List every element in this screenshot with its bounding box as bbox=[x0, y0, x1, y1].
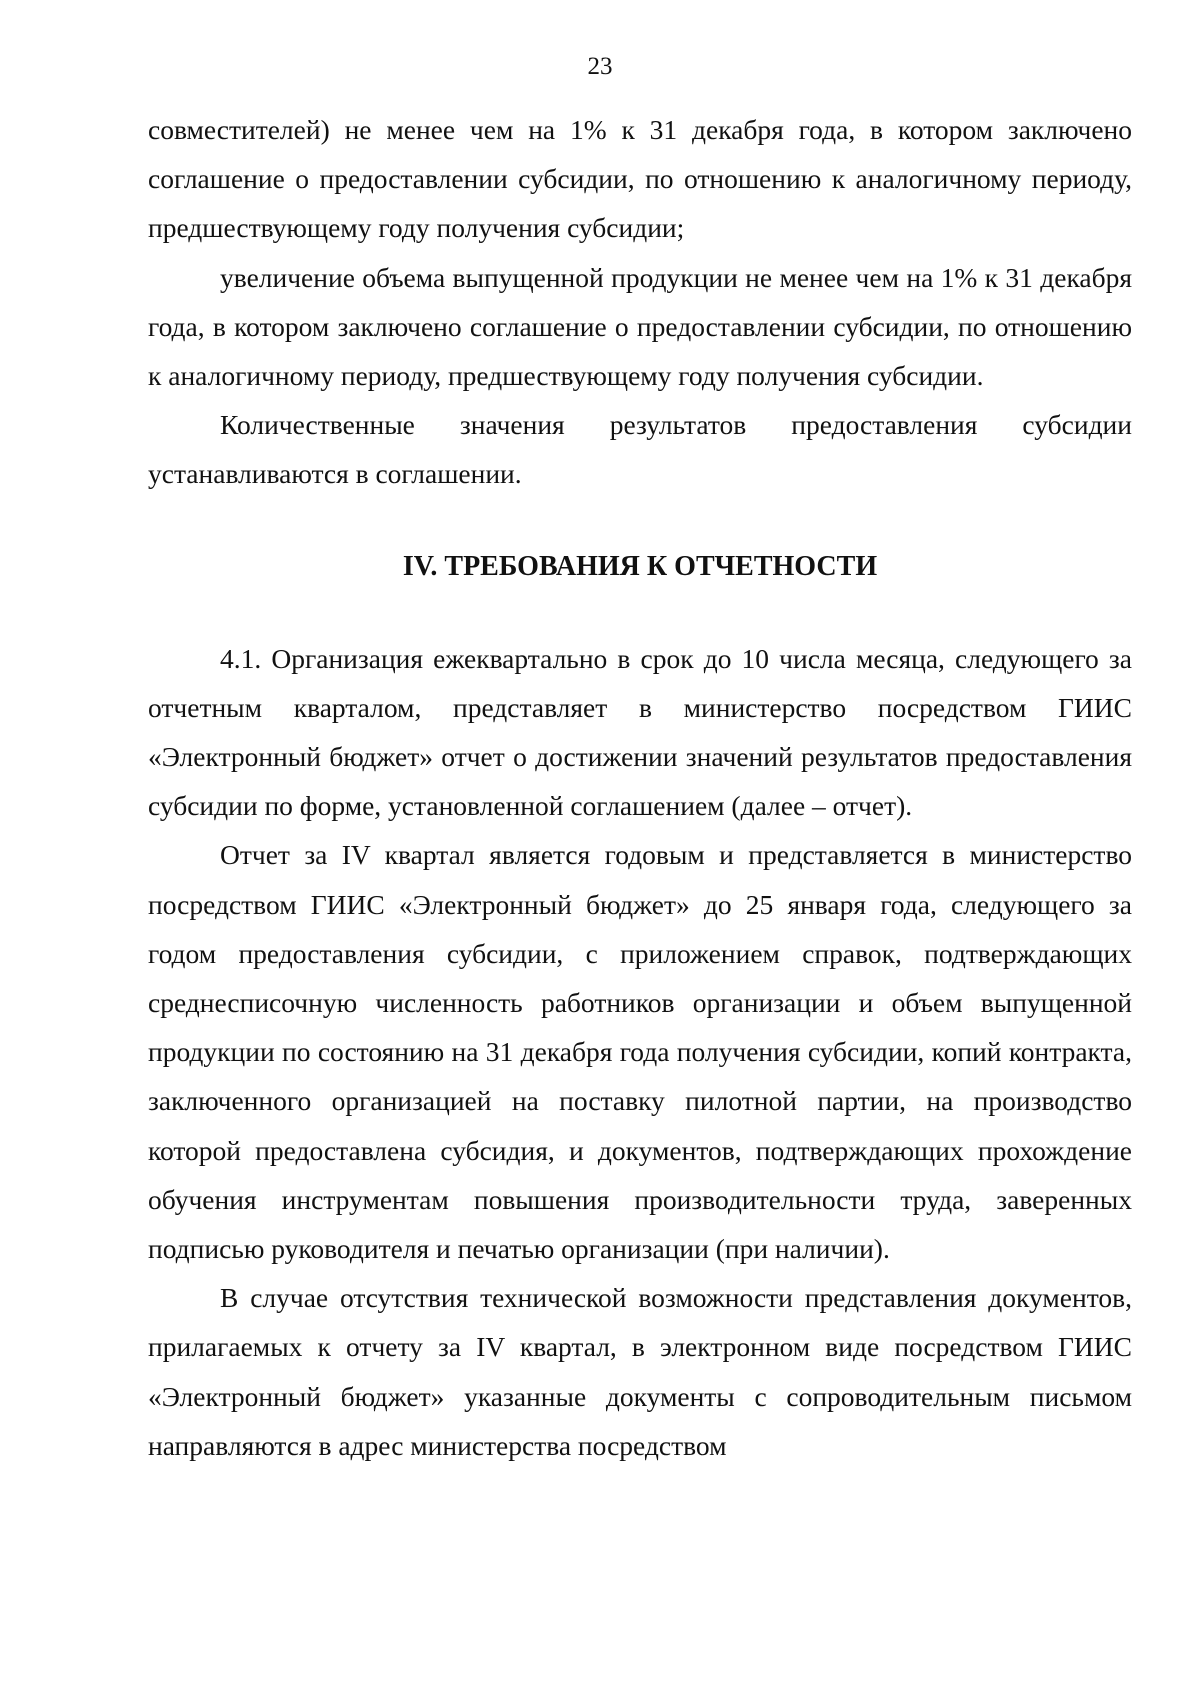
paragraph-4-1: 4.1. Организация ежеквартально в срок до 10 числа месяца, следующего за отчетным кварталом, представляет в министерство посредством ГИИС «Электронный бюджет» отчет о достижении значений результатов предоставления субсидии по форме, установленной соглашением (далее – отчет). bbox=[148, 642, 1132, 822]
paragraph-continuation: совместителей) не менее чем на 1% к 31 декабря года, в котором заключено соглашение о предоставлении субсидии, по отношению к аналогичному периоду, предшествующему году получения субсидии; bbox=[148, 114, 1132, 244]
section-heading: IV. ТРЕБОВАНИЯ К ОТЧЕТНОСТИ bbox=[402, 550, 878, 582]
paragraph-quantitative-values: Количественные значения результатов предоставления субсидии устанавливаются в соглашении. bbox=[148, 409, 1132, 490]
paragraph-output-increase: увеличение объема выпущенной продукции не менее чем на 1% к 31 декабря года, в котором заключено соглашение о предоставлении субсидии, по отношению к аналогичному периоду, предшествующему году получения субсидии. bbox=[148, 261, 1132, 392]
paragraph-no-technical-possibility: В случае отсутствия технической возможности представления документов, прилагаемых к отчету за IV квартал, в электронном виде посредством ГИИС «Электронный бюджет» указанные документы с сопроводительным письмом направляются в адрес министерства посредством bbox=[148, 1282, 1132, 1461]
document-body bbox=[148, 105, 1132, 1470]
paragraph-annual-report: Отчет за IV квартал является годовым и представляется в министерство посредством ГИИС «Электронный бюджет» до 25 января года, следующего за годом предоставления субсидии, с приложением справок, подтверждающих среднесписочную численность работников организации и объем выпущенной продукции по состоянию на 31 декабря года получения субсидии, копий контракта, заключенного организацией на поставку пилотной партии, на производство которой предоставлена субсидия, и документов, подтверждающих прохождение обучения инструментам повышения производительности труда, заверенных подписью руководителя и печатью организации (при наличии). bbox=[148, 839, 1132, 1265]
page-number: 23 bbox=[587, 53, 613, 80]
